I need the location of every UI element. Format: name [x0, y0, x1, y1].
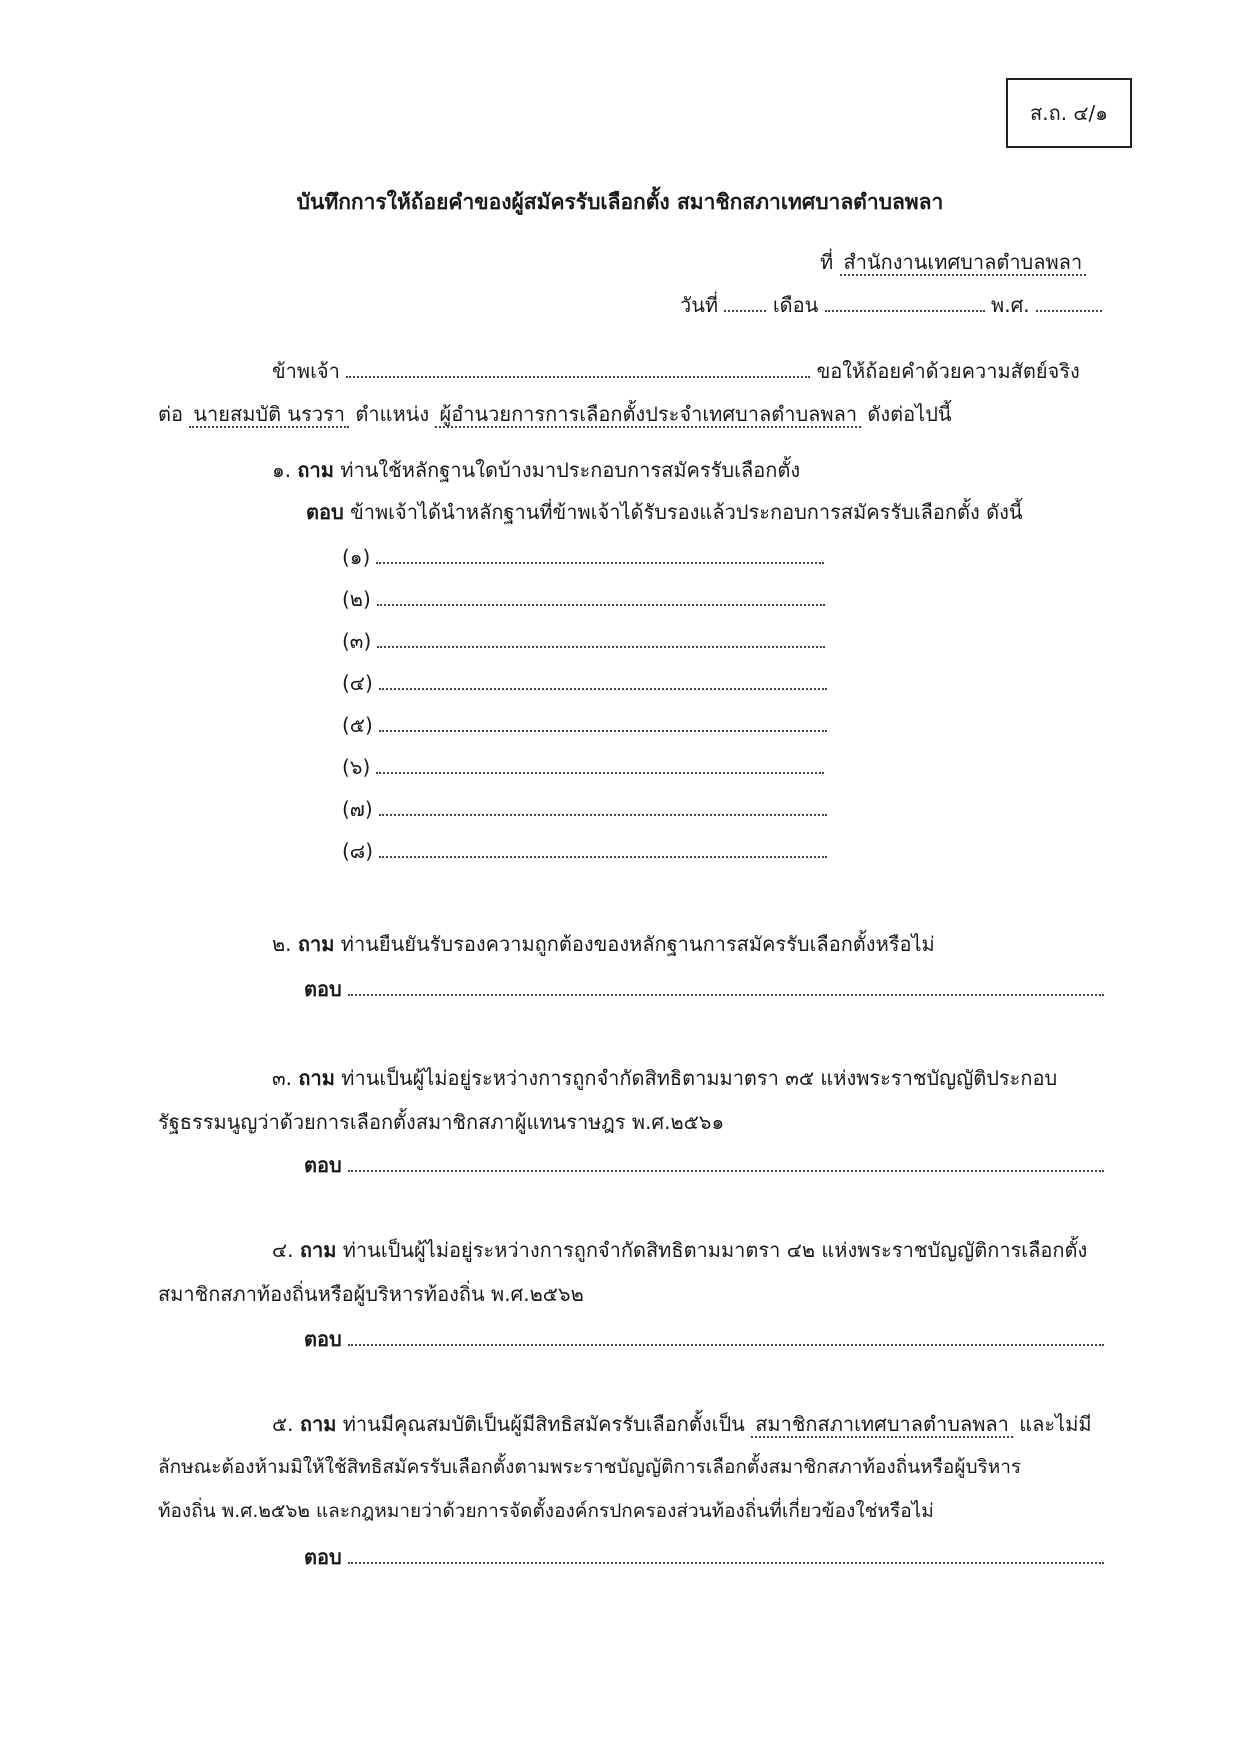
q3-answer: [304, 1148, 1104, 1181]
q1-evidence-number: (๔): [342, 671, 373, 695]
q1-evidence-number: (๘): [342, 839, 374, 863]
q1-answer-intro-text: ข้าพเจ้าได้นำหลักฐานที่ข้าพเจ้าได้รับรองแล้วประกอบการสมัครรับเลือกตั้ง ดังนี้: [350, 500, 1023, 524]
q4-question-line-2: สมาชิกสภาท้องถิ่นหรือผู้บริหารท้องถิ่น พ.ศ.๒๕๖๒: [158, 1282, 584, 1306]
q3-number: ๓.: [272, 1066, 293, 1090]
q1-evidence-item: [342, 708, 827, 741]
q2-answer: [304, 972, 1104, 1005]
q5-question-text-1a: ท่านมีคุณสมบัติเป็นผู้มีสิทธิสมัครรับเลือกตั้งเป็น: [342, 1412, 745, 1436]
q1-evidence-number: (๕): [342, 713, 373, 737]
officer-name: นายสมบัติ นรวรา: [189, 402, 349, 428]
q1-question-text: ท่านใช้หลักฐานใดบ้างมาประกอบการสมัครรับเลือกตั้ง: [340, 458, 801, 482]
place-label: ที่: [820, 250, 834, 274]
q2-question: [272, 928, 935, 960]
q1-answer-label: ตอบ: [306, 500, 344, 524]
q5-question-line-2: ลักษณะต้องห้ามมิให้ใช้สิทธิสมัครรับเลือกตั้งตามพระราชบัญญัติการเลือกตั้งสมาชิกสภาท้องถิ่นหรือผู้บริหาร: [158, 1456, 1022, 1478]
q1-evidence-blank[interactable]: [376, 540, 824, 564]
q3-answer-blank[interactable]: [348, 1148, 1104, 1172]
officer-position: ผู้อำนวยการการเลือกตั้งประจำเทศบาลตำบลพลา: [435, 402, 861, 428]
form-code: ส.ถ. ๔/๑: [1030, 101, 1108, 125]
q1-evidence-item: [342, 624, 825, 657]
date-line: [680, 288, 1102, 321]
q5-member-type: สมาชิกสภาเทศบาลตำบลพลา: [751, 1412, 1013, 1438]
q1-evidence-blank[interactable]: [377, 624, 825, 648]
q1-evidence-blank[interactable]: [379, 834, 827, 858]
q1-evidence-item: [342, 666, 827, 699]
q1-evidence-blank[interactable]: [376, 750, 824, 774]
q4-ask-label: ถาม: [299, 1238, 337, 1262]
q1-evidence-blank[interactable]: [379, 666, 827, 690]
q5-answer-label: ตอบ: [304, 1545, 342, 1569]
q2-answer-blank[interactable]: [348, 972, 1104, 996]
q1-evidence-blank[interactable]: [379, 792, 827, 816]
q1-number: ๑.: [272, 458, 292, 482]
q3-question-text-1: ท่านเป็นผู้ไม่อยู่ระหว่างการถูกจำกัดสิทธิตามมาตรา ๓๕ แห่งพระราชบัญญัติประกอบ: [341, 1066, 1058, 1090]
q4-number: ๔.: [272, 1238, 294, 1262]
q5-ask-label: ถาม: [299, 1412, 337, 1436]
q3-answer-label: ตอบ: [304, 1153, 342, 1177]
month-label: เดือน: [772, 293, 819, 317]
form-code-box: [1006, 78, 1132, 148]
q4-answer: [304, 1322, 1104, 1355]
q4-answer-label: ตอบ: [304, 1327, 342, 1351]
q1-answer-intro: [306, 496, 1023, 528]
q5-question-line-3: ท้องถิ่น พ.ศ.๒๕๖๒ และกฎหมายว่าด้วยการจัดตั้งองค์กรปกครองส่วนท้องถิ่นที่เกี่ยวข้องใช่หรือไม่: [158, 1500, 934, 1522]
q3-question-line-2: รัฐธรรมนูญว่าด้วยการเลือกตั้งสมาชิกสภาผู้แทนราษฎร พ.ศ.๒๕๖๑: [158, 1110, 725, 1134]
day-blank[interactable]: [724, 288, 766, 312]
q1-evidence-item: [342, 750, 824, 783]
q5-answer-blank[interactable]: [348, 1540, 1104, 1564]
q1-evidence-number: (๓): [342, 629, 372, 653]
q5-number: ๕.: [272, 1412, 294, 1436]
name-blank[interactable]: [346, 354, 810, 378]
q1-evidence-item: [342, 540, 824, 573]
month-blank[interactable]: [825, 288, 985, 312]
q1-evidence-item: [342, 834, 827, 867]
q4-question-text-1: ท่านเป็นผู้ไม่อยู่ระหว่างการถูกจำกัดสิทธิตามมาตรา ๔๒ แห่งพระราชบัญญัติการเลือกตั้ง: [342, 1238, 1088, 1262]
q1-evidence-number: (๑): [342, 545, 371, 569]
q1-evidence-blank[interactable]: [379, 708, 827, 732]
document-title: บันทึกการให้ถ้อยคำของผู้สมัครรับเลือกตั้ง สมาชิกสภาเทศบาลตำบลพลา: [296, 190, 944, 214]
q1-question: [272, 454, 800, 486]
request-text: ขอให้ถ้อยคำด้วยความสัตย์จริง: [816, 359, 1080, 383]
q2-answer-label: ตอบ: [304, 977, 342, 1001]
place-value: สำนักงานเทศบาลตำบลพลา: [840, 250, 1087, 276]
q1-evidence-item: [342, 792, 827, 825]
position-label: ตำแหน่ง: [355, 402, 430, 426]
iam-label: ข้าพเจ้า: [272, 359, 340, 383]
year-label: พ.ศ.: [991, 293, 1030, 317]
q5-question-line-1: [272, 1408, 1092, 1440]
q1-evidence-number: (๒): [342, 587, 371, 611]
day-label: วันที่: [680, 293, 719, 317]
q1-evidence-blank[interactable]: [377, 582, 825, 606]
q2-question-text: ท่านยืนยันรับรองความถูกต้องของหลักฐานการสมัครรับเลือกตั้งหรือไม่: [340, 932, 935, 956]
place-line: [820, 246, 1086, 278]
q1-ask-label: ถาม: [297, 458, 334, 482]
statement-line-2: [158, 398, 952, 430]
q1-evidence-number: (๗): [342, 797, 373, 821]
to-label: ต่อ: [158, 402, 183, 426]
q4-question-line-1: [272, 1234, 1087, 1266]
q2-number: ๒.: [272, 932, 292, 956]
q3-ask-label: ถาม: [298, 1066, 335, 1090]
q1-evidence-number: (๖): [342, 755, 371, 779]
q5-answer: [304, 1540, 1104, 1573]
q2-ask-label: ถาม: [297, 932, 335, 956]
statement-line-1: [272, 354, 1080, 387]
follows-text: ดังต่อไปนี้: [867, 402, 952, 426]
q1-evidence-item: [342, 582, 825, 615]
year-blank[interactable]: [1036, 288, 1102, 312]
q5-question-text-1b: และไม่มี: [1019, 1412, 1092, 1436]
q3-question-line-1: [272, 1062, 1057, 1094]
q4-answer-blank[interactable]: [348, 1322, 1104, 1346]
